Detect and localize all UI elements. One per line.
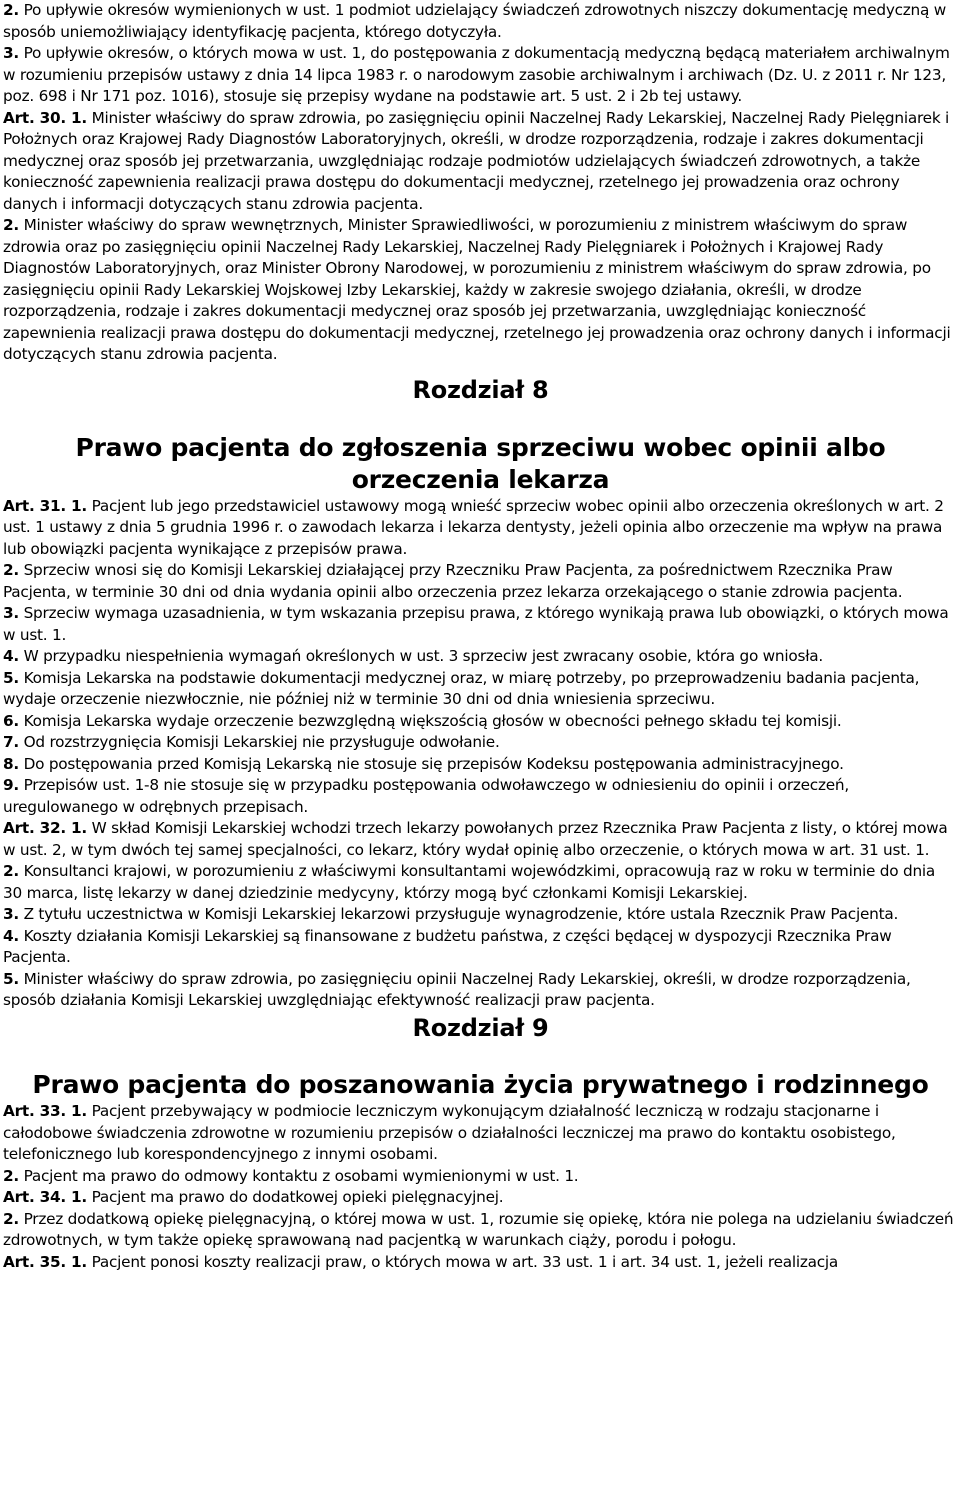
paragraph-number: 3. (3, 604, 19, 622)
chapter-9-title: Prawo pacjenta do poszanowania życia prywatnego i rodzinnego (32, 1070, 929, 1099)
paragraph-text: Pacjent lub jego przedstawiciel ustawowy mogą wnieść sprzeciw wobec opinii albo orzeczenia określonych w art. 2 ust. 1 ustawy z dnia 5 grudnia 1996 r. o zawodach lekarza i lekarza dentysty, jeżeli opinia albo orzeczenie ma wpływ na prawa lub obowiązki pacjenta wynikające z przepisów prawa. (3, 496, 944, 558)
paragraph-text: Minister właściwy do spraw zdrowia, po zasięgnięciu opinii Naczelnej Rady Lekarskiej, Naczelnej Rady Pielęgniarek i Położnych oraz Krajowej Rady Diagnostów Laboratoryjnych, określi, w drodze rozporządzenia, rodzaje i zakres dokumentacji medycznej oraz sposób jej przetwarzania, uwzględniając rodzaje podmiotów udzielających świadczeń zdrowotnych, a także konieczność zapewnienia realizacji prawa dostępu do dokumentacji medycznej, rzetelnego jej prowadzenia oraz ochrony danych i informacji dotyczących stanu zdrowia pacjenta. (3, 108, 950, 213)
paragraph-text: Konsultanci krajowi, w porozumieniu z właściwymi konsultantami wojewódzkimi, opracowują raz w roku w terminie do dnia 30 marca, listę lekarzy w danej dziedzinie medycyny, którzy mogą być członkami Komisji Lekarskiej. (3, 862, 936, 902)
paragraph-text: Minister właściwy do spraw wewnętrznych, Minister Sprawiedliwości, w porozumieniu z ministrem właściwym do spraw zdrowia oraz po zasięgnięciu opinii Naczelnej Rady Lekarskiej, Naczelnej Rady Pielęgniarek i Położnych i Krajowej Rady Diagnostów Laboratoryjnych, oraz Minister Obrony Narodowej, w porozumieniu z ministrem właściwym do spraw zdrowia, po zasięgnięciu opinii Rady Lekarskiej Wojskowej Izby Lekarskiej, każdy w zakresie swojego działania, określi, w drodze rozporządzenia, rodzaje i zakres dokumentacji medycznej oraz sposób jej przetwarzania, uwzględniając konieczność zapewnienia realizacji prawa dostępu do dokumentacji medycznej, rzetelnego jej prowadzenia oraz ochrony danych i informacji dotyczących stanu zdrowia pacjenta. (3, 216, 951, 363)
paragraph-number: 2. (3, 1166, 19, 1185)
paragraph-number: 5. (3, 668, 19, 687)
chapter-8-title: Prawo pacjenta do zgłoszenia sprzeciwu wobec opinii albo orzeczenia lekarza (75, 432, 886, 494)
chapter-8-heading: Rozdział 8 (412, 375, 549, 404)
paragraph (3, 711, 958, 733)
paragraph-number: 3. (3, 905, 19, 923)
paragraph-text: Pacjent ma prawo do dodatkowej opieki pielęgnacyjnej. (86, 1188, 504, 1206)
paragraph-number: 5. (3, 969, 19, 988)
paragraph (3, 560, 958, 603)
paragraph (3, 775, 958, 818)
paragraph (3, 1187, 958, 1209)
paragraph-number: 2. (3, 561, 19, 579)
paragraph-text: Z tytułu uczestnictwa w Komisji Lekarskiej lekarzowi przysługuje wynagrodzenie, które ustala Rzecznik Praw Pacjenta. (18, 905, 899, 923)
paragraph-number: Art. 34. 1. (3, 1188, 87, 1206)
paragraph-number: 7. (3, 733, 19, 751)
paragraph-number: Art. 33. 1. (3, 1102, 87, 1120)
paragraph-number: 4. (3, 647, 19, 665)
paragraph (3, 603, 958, 646)
paragraph-number: 8. (3, 754, 19, 773)
paragraph-number: 9. (3, 776, 19, 794)
document-page (3, 0, 958, 1273)
paragraph-text: Pacjent ma prawo do odmowy kontaktu z osobami wymienionymi w ust. 1. (18, 1166, 579, 1185)
section-art-29-30 (3, 0, 958, 366)
paragraph (3, 904, 958, 926)
paragraph (3, 861, 958, 904)
paragraph (3, 926, 958, 969)
paragraph-text: Komisja Lekarska wydaje orzeczenie bezwzględną większością głosów w obecności pełnego składu tej komisji. (18, 711, 842, 730)
paragraph-text: Minister właściwy do spraw zdrowia, po zasięgnięciu opinii Naczelnej Rady Lekarskiej, określi, w drodze rozporządzenia, sposób działania Komisji Lekarskiej uwzględniając efektywność realizacji praw pacjenta. (3, 969, 911, 1009)
paragraph-number: 6. (3, 711, 19, 730)
paragraph-text: Po upływie okresów wymienionych w ust. 1 podmiot udzielający świadczeń zdrowotnych niszczy dokumentację medyczną w sposób uniemożliwiający identyfikację pacjenta, którego dotyczyła. (3, 1, 946, 41)
paragraph (3, 646, 958, 668)
paragraph-text: Pacjent ponosi koszty realizacji praw, o których mowa w art. 33 ust. 1 i art. 34 ust. 1, jeżeli realizacja (86, 1252, 839, 1271)
paragraph-number: 4. (3, 926, 19, 945)
paragraph (3, 818, 958, 861)
paragraph-text: Sprzeciw wnosi się do Komisji Lekarskiej działającej przy Rzeczniku Praw Pacjenta, za pośrednictwem Rzecznika Praw Pacjenta, w terminie 30 dni od dnia wydania opinii albo orzeczenia przez lekarza orzekającego o stanie zdrowia pacjenta. (3, 561, 903, 601)
paragraph (3, 215, 958, 366)
paragraph (3, 43, 958, 108)
paragraph-number: 2. (3, 862, 19, 880)
paragraph-text: Od rozstrzygnięcia Komisji Lekarskiej nie przysługuje odwołanie. (18, 733, 500, 751)
paragraph (3, 1252, 958, 1274)
paragraph-number: 3. (3, 44, 19, 62)
paragraph-number: Art. 32. 1. (3, 819, 87, 837)
paragraph-text: W przypadku niespełnienia wymagań określonych w ust. 3 sprzeciw jest zwracany osobie, która go wniosła. (18, 647, 824, 665)
paragraph-text: Przepisów ust. 1-8 nie stosuje się w przypadku postępowania odwoławczego w odniesieniu do opinii i orzeczeń, uregulowanego w odrębnych przepisach. (3, 776, 849, 816)
paragraph-text: Komisja Lekarska na podstawie dokumentacji medycznej oraz, w miarę potrzeby, po przeprowadzeniu badania pacjenta, wydaje orzeczenie niezwłocznie, nie później niż w terminie 30 dni od dnia wniesienia sprzeciwu. (3, 668, 920, 708)
paragraph-number: 2. (3, 1209, 19, 1228)
paragraph (3, 1209, 958, 1252)
paragraph-number: Art. 31. 1. (3, 496, 87, 515)
paragraph-text: W skład Komisji Lekarskiej wchodzi trzech lekarzy powołanych przez Rzecznika Praw Pacjenta z listy, o której mowa w ust. 2, w tym dwóch tej samej specjalności, co lekarz, który wydał opinię albo orzeczenie, o których mowa w art. 31 ust. 1. (3, 819, 948, 859)
section-art-31-32 (3, 496, 958, 1012)
paragraph (3, 0, 958, 43)
paragraph (3, 969, 958, 1012)
paragraph-text: Do postępowania przed Komisją Lekarską nie stosuje się przepisów Kodeksu postępowania administracyjnego. (18, 754, 844, 773)
paragraph-text: Po upływie okresów, o których mowa w ust. 1, do postępowania z dokumentacją medyczną będącą materiałem archiwalnym w rozumieniu przepisów ustawy z dnia 14 lipca 1983 r. o narodowym zasobie archiwalnym i archiwach (Dz. U. z 2011 r. Nr 123, poz. 698 i Nr 171 poz. 1016), stosuje się przepisy wydane na podstawie art. 5 ust. 2 i 2b tej ustawy. (3, 44, 950, 105)
paragraph (3, 668, 958, 711)
paragraph-text: Sprzeciw wymaga uzasadnienia, w tym wskazania przepisu prawa, z którego wynikają prawa lub obowiązki, o których mowa w ust. 1. (3, 604, 949, 644)
paragraph-number: 2. (3, 1, 19, 19)
chapter-9-heading: Rozdział 9 (412, 1013, 549, 1042)
paragraph-number: Art. 35. 1. (3, 1252, 87, 1271)
paragraph (3, 496, 958, 561)
paragraph (3, 108, 958, 216)
paragraph (3, 732, 958, 754)
paragraph (3, 1101, 958, 1166)
section-art-33-35 (3, 1101, 958, 1273)
paragraph-text: Koszty działania Komisji Lekarskiej są finansowane z budżetu państwa, z części będącej w dyspozycji Rzecznika Praw Pacjenta. (3, 926, 892, 966)
paragraph-number: Art. 30. 1. (3, 108, 87, 127)
paragraph-text: Przez dodatkową opiekę pielęgnacyjną, o której mowa w ust. 1, rozumie się opiekę, która nie polega na udzielaniu świadczeń zdrowotnych, w tym także opiekę sprawowaną nad pacjentką w warunkach ciąży, porodu i połogu. (3, 1209, 954, 1249)
paragraph-number: 2. (3, 216, 19, 234)
paragraph (3, 1166, 958, 1188)
paragraph-text: Pacjent przebywający w podmiocie leczniczym wykonującym działalność leczniczą w rodzaju stacjonarne i całodobowe świadczenia zdrowotne w rozumieniu przepisów o działalności leczniczej ma prawo do kontaktu osobistego, telefonicznego lub korespondencyjnego z innymi osobami. (3, 1102, 896, 1163)
paragraph (3, 754, 958, 776)
